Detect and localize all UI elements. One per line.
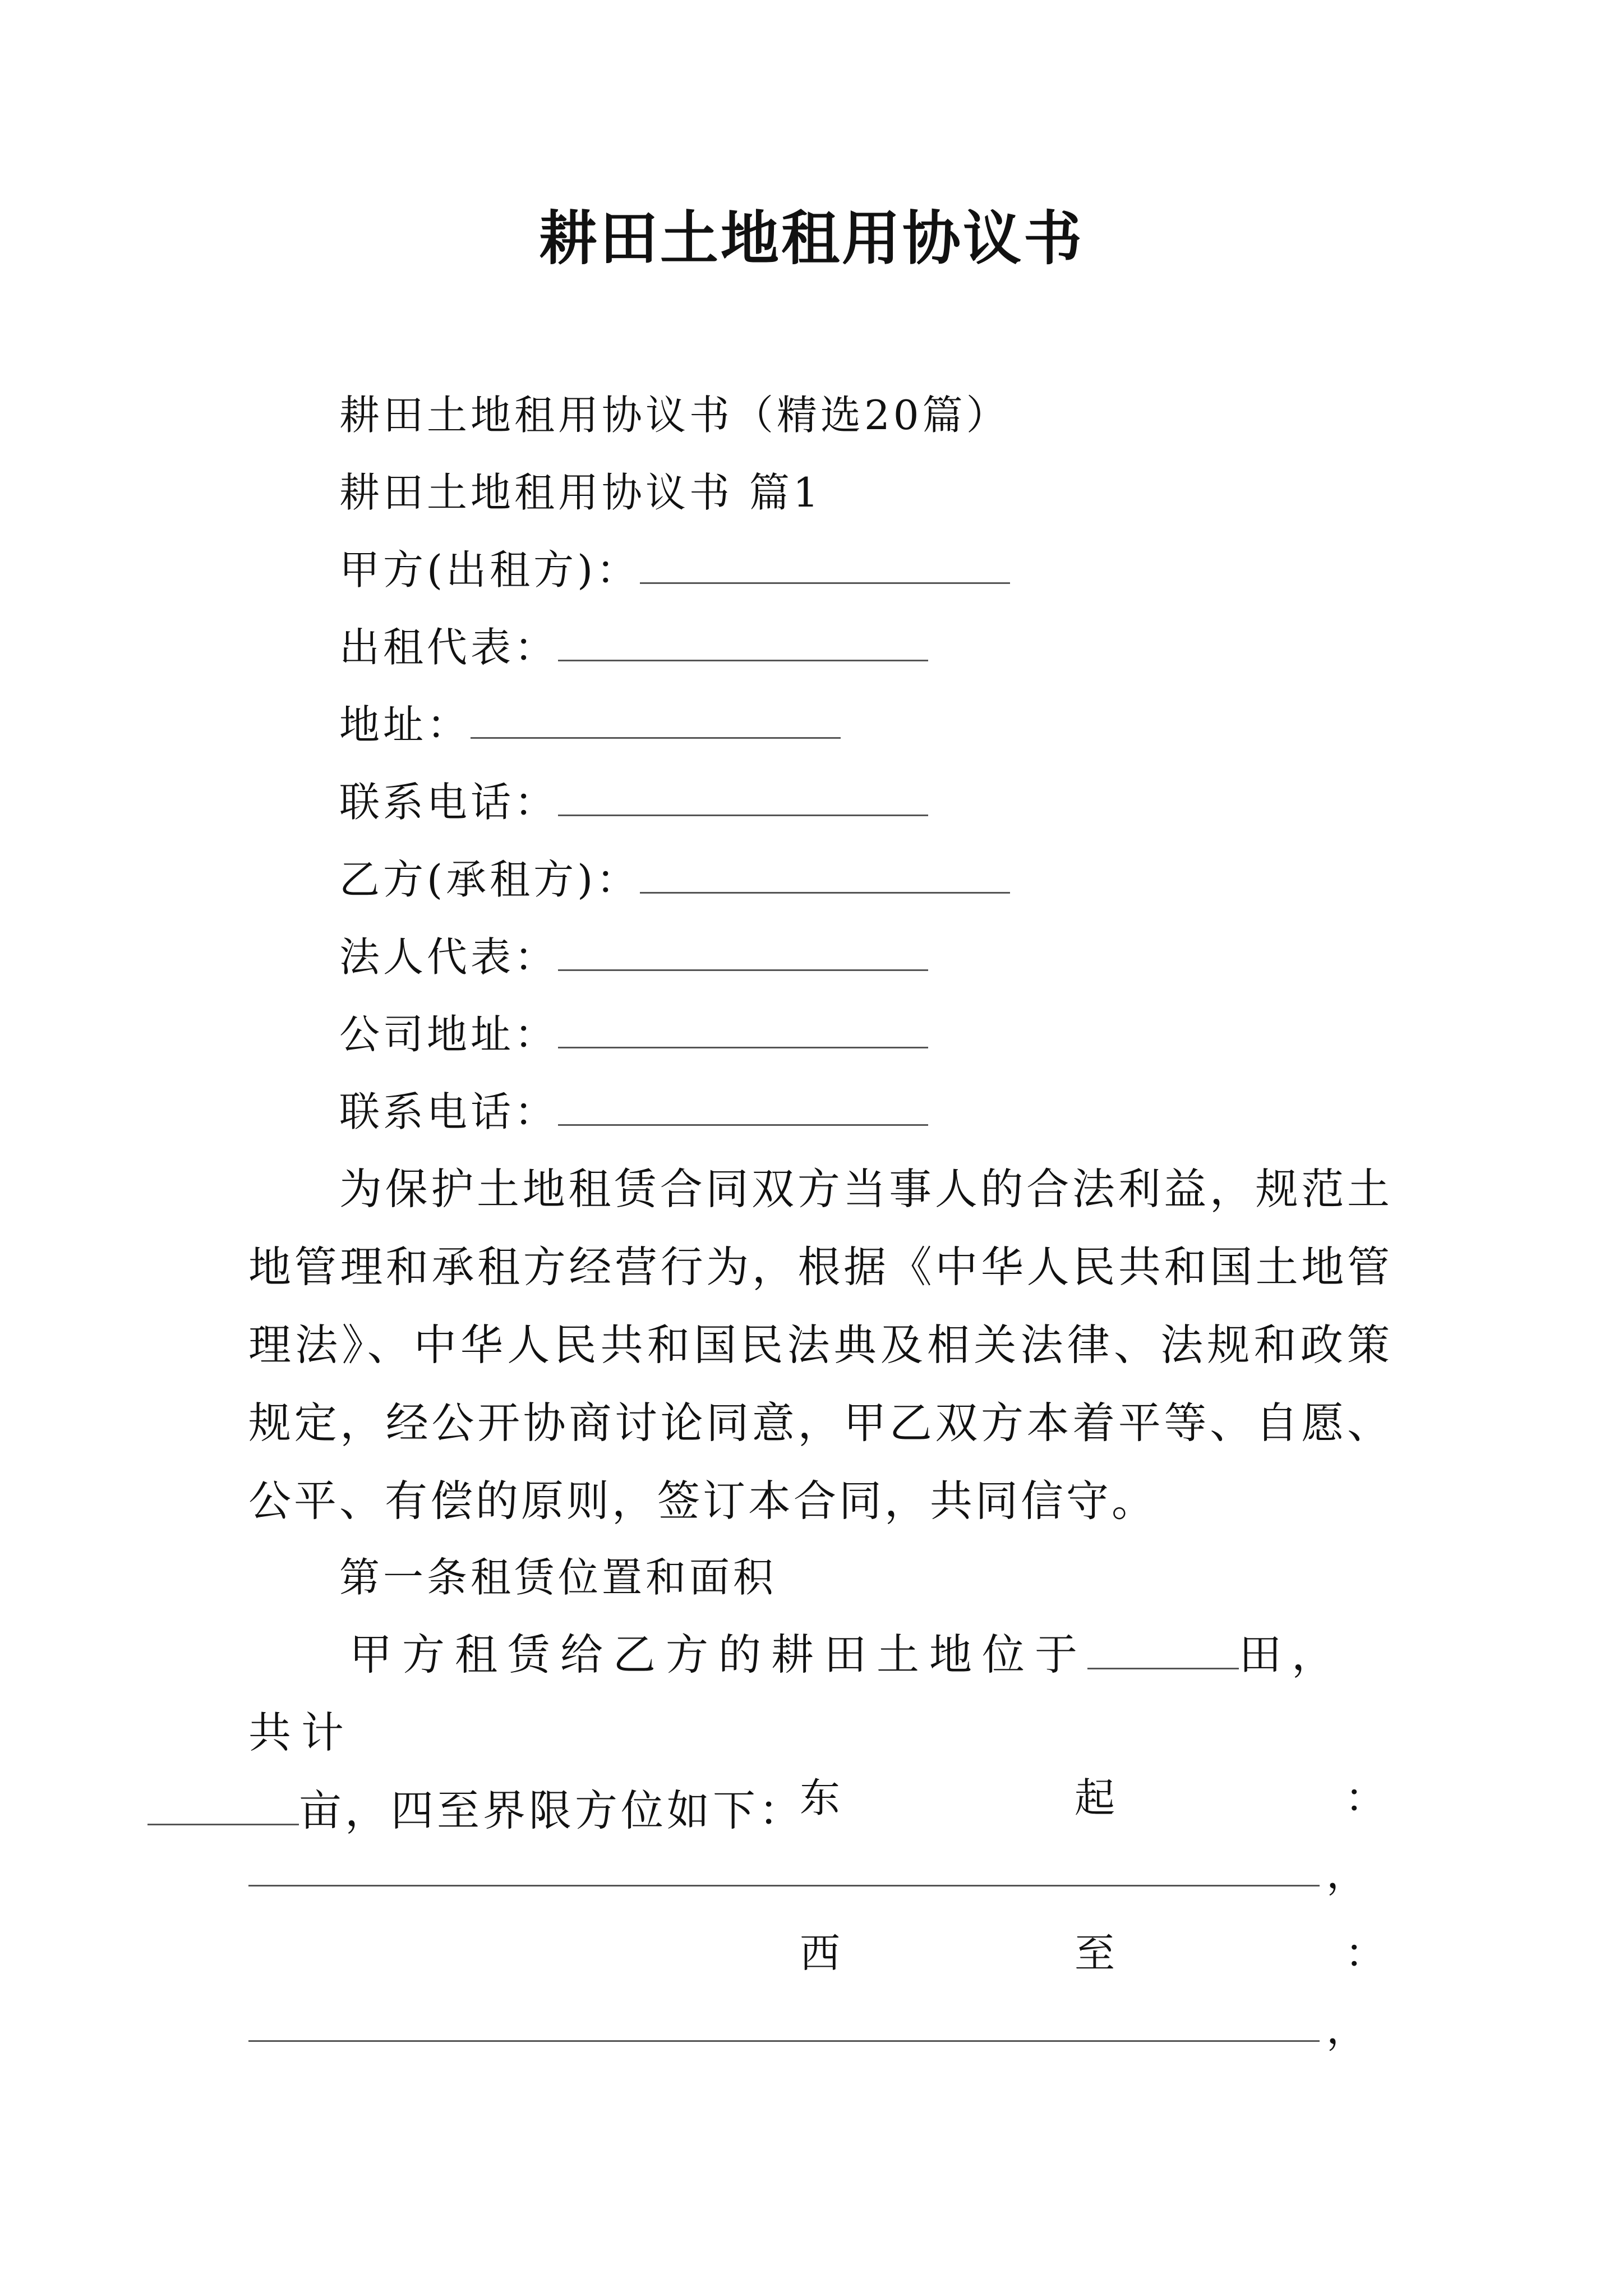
field-address bbox=[339, 697, 841, 753]
west-char-1: 西 bbox=[800, 1930, 841, 1977]
fill-blank[interactable] bbox=[471, 703, 841, 739]
east-char-1: 东 bbox=[800, 1774, 841, 1821]
east-comma: ， bbox=[1326, 1850, 1367, 1897]
west-comma: ， bbox=[1326, 2005, 1367, 2053]
field-label: 地址： bbox=[339, 701, 471, 748]
field-label: 法人代表： bbox=[339, 933, 559, 981]
field-label: 公司地址： bbox=[339, 1011, 559, 1058]
fill-blank[interactable] bbox=[640, 858, 1010, 894]
field-lessor-rep bbox=[339, 619, 928, 675]
field-legal-rep bbox=[339, 929, 928, 985]
field-label: 联系电话： bbox=[339, 779, 559, 826]
field-lessee bbox=[339, 852, 1010, 908]
west-char-2: 至 bbox=[1075, 1930, 1115, 1977]
document-title: 耕田土地租用协议书 bbox=[538, 204, 1084, 273]
fill-blank[interactable] bbox=[558, 1091, 928, 1126]
article-1-text-part1: 甲方租赁给乙方的耕田土地位于 bbox=[349, 1630, 1087, 1680]
field-label: 出租代表： bbox=[339, 624, 559, 671]
west-boundary-blank[interactable] bbox=[248, 2040, 1320, 2042]
fill-blank[interactable] bbox=[640, 549, 1010, 584]
preamble-paragraph: 为保护土地租赁合同双方当事人的合法利益，规范土地管理和承租方经营行为，根据《中华人民共和国土地管理法》、中华人民共和国民法典及相关法律、法规和政策规定，经公开协商讨论同意，甲乙双方本着平等、自愿、公平、有偿的原则，签订本合同，共同信守。 bbox=[248, 1164, 1393, 1526]
section-heading: 耕田土地租用协议书 篇1 bbox=[339, 469, 822, 516]
field-lessee-phone bbox=[339, 1084, 928, 1140]
east-char-2: 起 bbox=[1075, 1774, 1115, 1821]
document-subtitle: 耕田土地租用协议书（精选20篇） bbox=[339, 392, 1010, 439]
field-lessor-phone bbox=[339, 774, 928, 830]
fill-blank[interactable] bbox=[1087, 1633, 1239, 1669]
boundary-east-row bbox=[248, 1770, 1393, 1826]
article-1-title: 第一条租赁位置和面积 bbox=[339, 1554, 777, 1601]
field-label: 联系电话： bbox=[339, 1088, 559, 1135]
east-char-3: ： bbox=[1345, 1774, 1386, 1821]
field-company-address bbox=[339, 1006, 928, 1062]
field-lessor bbox=[339, 542, 1010, 598]
east-boundary-blank[interactable] bbox=[248, 1885, 1320, 1887]
article-1-text-part2: 田，共计 bbox=[248, 1630, 1344, 1757]
west-char-3: ： bbox=[1345, 1930, 1386, 1977]
field-label: 乙方(承租方)： bbox=[339, 856, 640, 903]
boundary-west-row bbox=[248, 1925, 1393, 1981]
field-label: 甲方(出租方)： bbox=[339, 546, 640, 593]
article-1-text-part3: 亩，四至界限方位如下： bbox=[299, 1786, 805, 1835]
fill-blank[interactable] bbox=[558, 1013, 928, 1048]
fill-blank[interactable] bbox=[558, 626, 928, 661]
fill-blank[interactable] bbox=[558, 781, 928, 816]
fill-blank[interactable] bbox=[558, 936, 928, 971]
